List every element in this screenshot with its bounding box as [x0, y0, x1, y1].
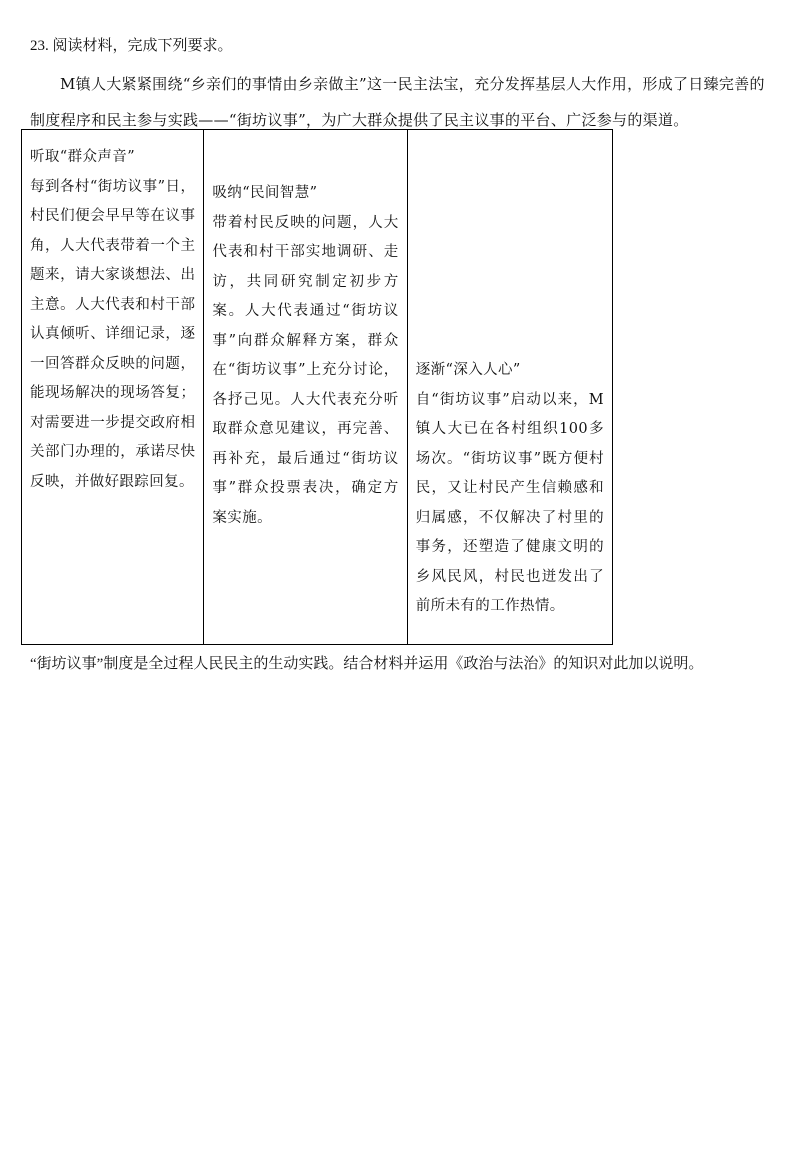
column-heading: 逐渐“深入人心”: [415, 362, 521, 378]
table-column-listen: [22, 130, 204, 644]
column-body: 每到各村“街坊议事”日，村民们便会早早等在议事角，人大代表带着一个主题来，请大家谈想法、出主意。人大代表和村干部认真倾听、详细记录，逐一回答群众反映的问题，能现场解决的现场答复；对需要进一步提交政府相关部门办理的，承诺尽快反映，并做好跟踪回复。: [30, 178, 196, 490]
question-intro: M镇人大紧紧围绕“乡亲们的事情由乡亲做主”这一民主法宝，充分发挥基层人大作用，形成了日臻完善的制度程序和民主参与实践——“街坊议事”，为广大群众提供了民主议事的平台、广泛参与的渠道。: [30, 75, 765, 129]
table-column-absorb: [204, 130, 407, 644]
material-table: [21, 129, 613, 645]
question-prompt: “街坊议事”制度是全过程人民民主的生动实践。结合材料并运用《政治与法治》的知识对此加以说明。: [30, 656, 704, 672]
column-body: 自“街坊议事”启动以来，M镇人大已在各村组织100多场次。“街坊议事”既方便村民，又让村民产生信赖感和归属感，不仅解决了村里的事务，还塑造了健康文明的乡风民风，村民也迸发出了前所未有的工作热情。: [415, 391, 604, 614]
column-heading: 听取“群众声音”: [30, 149, 136, 165]
column-heading: 吸纳“民间智慧”: [212, 185, 318, 201]
question-title: 23. 阅读材料，完成下列要求。: [30, 38, 233, 54]
column-body: 带着村民反映的问题，人大代表和村干部实地调研、走访，共同研究制定初步方案。人大代表通过“街坊议事”向群众解释方案，群众在“街坊议事”上充分讨论，各抒己见。人大代表充分听取群众意见建议，再完善、再补充，最后通过“街坊议事”群众投票表决，确定方案实施。: [212, 214, 399, 526]
table-column-hearts: [408, 130, 612, 644]
